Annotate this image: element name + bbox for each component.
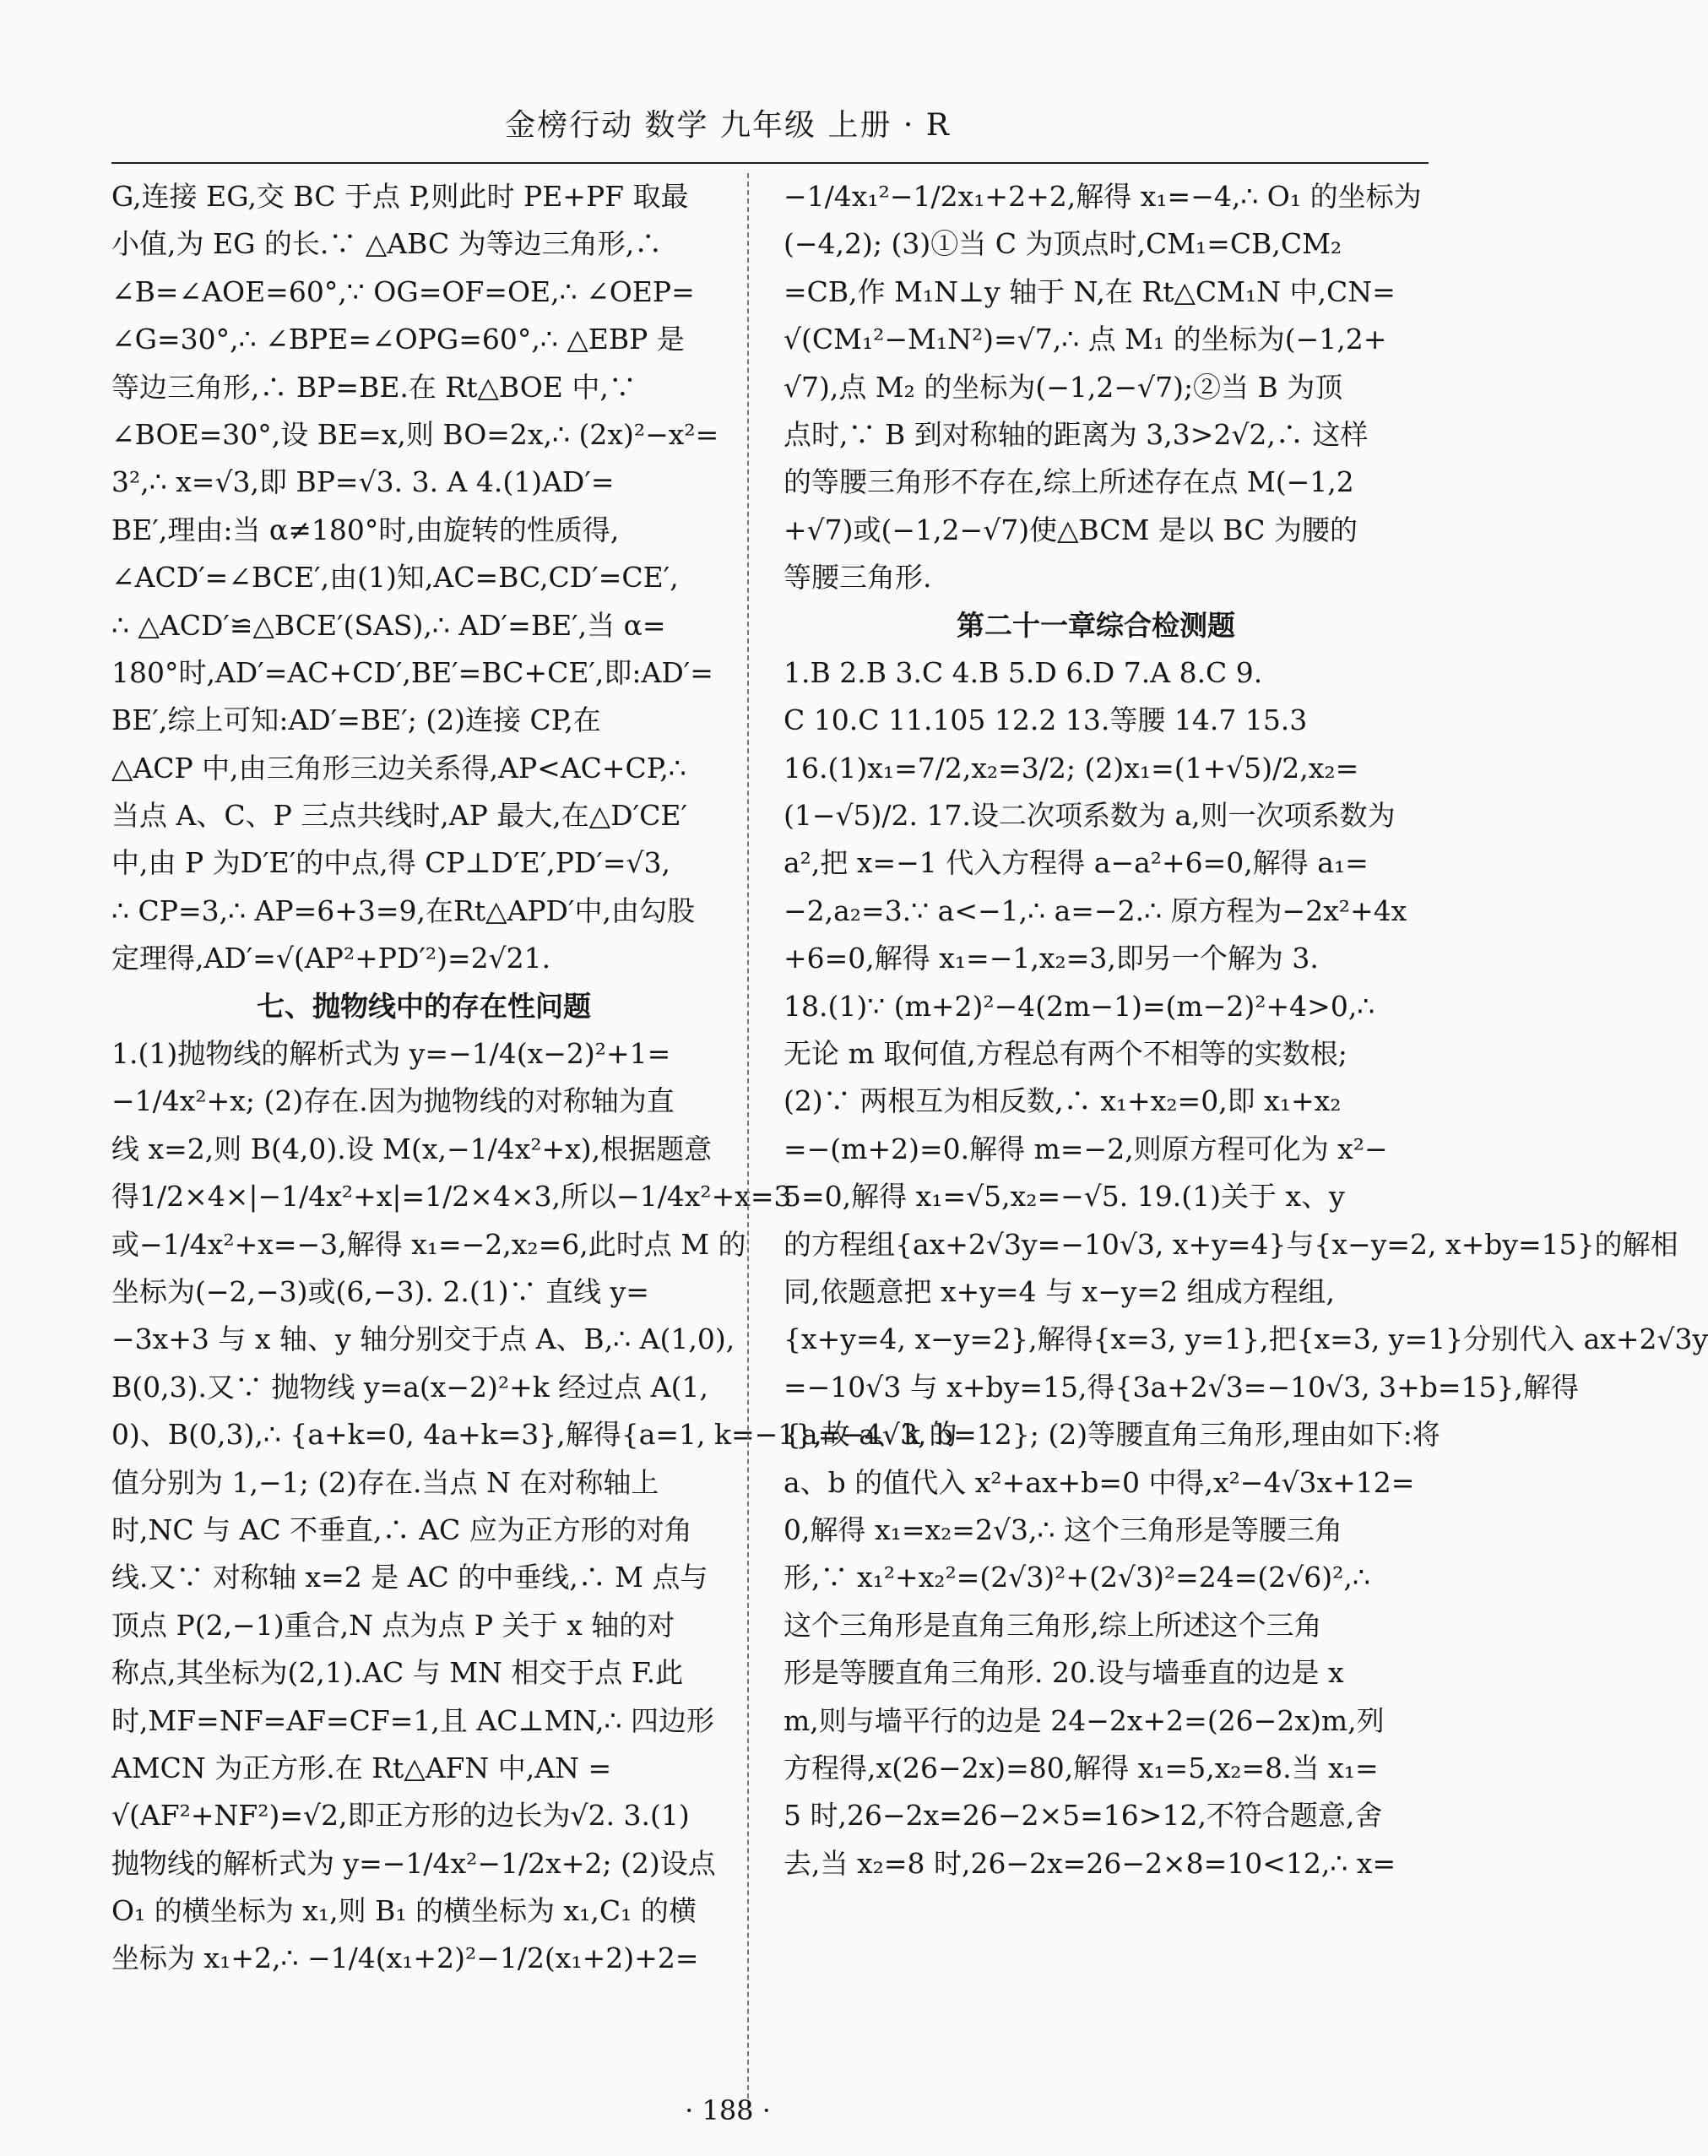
section-title: 第二十一章综合检测题: [957, 608, 1235, 642]
text-line: 或−1/4x²+x=−3,解得 x₁=−2,x₂=6,此时点 M 的: [111, 1227, 746, 1261]
text-line: √(CM₁²−M₁N²)=√7,∴ 点 M₁ 的坐标为(−1,2+: [784, 323, 1387, 356]
text-line: AMCN 为正方形.在 Rt△AFN 中,AN =: [111, 1751, 612, 1784]
text-line: ∠B=∠AOE=60°,∵ OG=OF=OE,∴ ∠OEP=: [111, 274, 695, 308]
right-column: [784, 173, 1708, 1887]
text-line: {a=−4√3, b=12}; (2)等腰直角三角形,理由如下:将: [784, 1418, 1440, 1452]
text-line: 同,依题意把 x+y=4 与 x−y=2 组成方程组,: [784, 1274, 1336, 1308]
text-line: 180°时,AD′=AC+CD′,BE′=BC+CE′,即:AD′=: [111, 655, 713, 689]
text-line: 中,由 P 为D′E′的中点,得 CP⊥D′E′,PD′=√3,: [111, 846, 671, 880]
text-line: 形是等腰直角三角形. 20.设与墙垂直的边是 x: [784, 1656, 1344, 1690]
text-line: (2)∵ 两根互为相反数,∴ x₁+x₂=0,即 x₁+x₂: [784, 1084, 1342, 1118]
text-line: O₁ 的横坐标为 x₁,则 B₁ 的横坐标为 x₁,C₁ 的横: [111, 1894, 697, 1928]
text-line: BE′,理由:当 α≠180°时,由旋转的性质得,: [111, 513, 620, 546]
text-line: 得1/2×4×|−1/4x²+x|=1/2×4×3,所以−1/4x²+x=3: [111, 1180, 792, 1214]
text-line: 形,∵ x₁²+x₂²=(2√3)²+(2√3)²=24=(2√6)²,∴: [784, 1561, 1370, 1594]
text-line: ∠G=30°,∴ ∠BPE=∠OPG=60°,∴ △EBP 是: [111, 323, 685, 356]
text-line: 定理得,AD′=√(AP²+PD′²)=2√21.: [111, 942, 551, 975]
text-line: 小值,为 EG 的长.∵ △ABC 为等边三角形,∴: [111, 227, 663, 261]
text-line: 线.又∵ 对称轴 x=2 是 AC 的中垂线,∴ M 点与: [111, 1561, 708, 1594]
text-line: −1/4x₁²−1/2x₁+2+2,解得 x₁=−4,∴ O₁ 的坐标为: [784, 180, 1422, 213]
text-line: 1.(1)抛物线的解析式为 y=−1/4(x−2)²+1=: [111, 1037, 671, 1071]
text-line: B(0,3).又∵ 抛物线 y=a(x−2)²+k 经过点 A(1,: [111, 1370, 708, 1404]
text-line: 抛物线的解析式为 y=−1/4x²−1/2x+2; (2)设点: [111, 1846, 716, 1880]
text-line: (1−√5)/2. 17.设二次项系数为 a,则一次项系数为: [784, 799, 1396, 833]
text-line: −3x+3 与 x 轴、y 轴分别交于点 A、B,∴ A(1,0),: [111, 1322, 735, 1356]
text-line: 的方程组{ax+2√3y=−10√3, x+y=4}与{x−y=2, x+by=15}的解相: [784, 1227, 1678, 1261]
text-line: 5=0,解得 x₁=√5,x₂=−√5. 19.(1)关于 x、y: [784, 1180, 1345, 1214]
column-divider: [747, 173, 749, 2107]
text-line: 当点 A、C、P 三点共线时,AP 最大,在△D′CE′: [111, 799, 687, 833]
running-header: 金榜行动 数学 九年级 上册 · R: [505, 108, 951, 143]
text-line: a²,把 x=−1 代入方程得 a−a²+6=0,解得 a₁=: [784, 846, 1369, 880]
text-line: ∠ACD′=∠BCE′,由(1)知,AC=BC,CD′=CE′,: [111, 561, 679, 595]
text-line: =CB,作 M₁N⊥y 轴于 N,在 Rt△CM₁N 中,CN=: [784, 274, 1396, 308]
text-line: =−10√3 与 x+by=15,得{3a+2√3=−10√3, 3+b=15},解得: [784, 1370, 1579, 1404]
text-line: +√7)或(−1,2−√7)使△BCM 是以 BC 为腰的: [784, 513, 1358, 546]
text-line: 等腰三角形.: [784, 561, 932, 595]
text-line: 点时,∵ B 到对称轴的距离为 3,3>2√2,∴ 这样: [784, 417, 1369, 451]
text-line: √(AF²+NF²)=√2,即正方形的边长为√2. 3.(1): [111, 1799, 690, 1833]
page-number: · 188 ·: [685, 2094, 771, 2126]
text-line: 这个三角形是直角三角形,综上所述这个三角: [784, 1608, 1322, 1642]
text-line: a、b 的值代入 x²+ax+b=0 中得,x²−4√3x+12=: [784, 1465, 1415, 1499]
text-line: 0)、B(0,3),∴ {a+k=0, 4a+k=3},解得{a=1, k=−1},故 a、k 的: [111, 1418, 957, 1452]
text-line: 16.(1)x₁=7/2,x₂=3/2; (2)x₁=(1+√5)/2,x₂=: [784, 751, 1359, 785]
text-line: −1/4x²+x; (2)存在.因为抛物线的对称轴为直: [111, 1084, 675, 1118]
text-line: −2,a₂=3.∵ a<−1,∴ a=−2.∴ 原方程为−2x²+4x: [784, 893, 1407, 927]
text-line: +6=0,解得 x₁=−1,x₂=3,即另一个解为 3.: [784, 942, 1319, 975]
text-line: m,则与墙平行的边是 24−2x+2=(26−2x)m,列: [784, 1703, 1385, 1737]
text-line: 3²,∴ x=√3,即 BP=√3. 3. A 4.(1)AD′=: [111, 465, 615, 499]
text-line: 时,MF=NF=AF=CF=1,且 AC⊥MN,∴ 四边形: [111, 1703, 715, 1737]
text-line: 的等腰三角形不存在,综上所述存在点 M(−1,2: [784, 465, 1354, 499]
text-line: 1.B 2.B 3.C 4.B 5.D 6.D 7.A 8.C 9.: [784, 655, 1263, 689]
text-line: ∠BOE=30°,设 BE=x,则 BO=2x,∴ (2x)²−x²=: [111, 417, 719, 451]
text-line: 等边三角形,∴ BP=BE.在 Rt△BOE 中,∵: [111, 370, 637, 404]
text-line: 坐标为(−2,−3)或(6,−3). 2.(1)∵ 直线 y=: [111, 1274, 649, 1308]
text-line: 值分别为 1,−1; (2)存在.当点 N 在对称轴上: [111, 1465, 659, 1499]
text-line: {x+y=4, x−y=2},解得{x=3, y=1},把{x=3, y=1}分别代入 ax+2√3y: [784, 1322, 1708, 1356]
text-line: ∴ △ACD′≌△BCE′(SAS),∴ AD′=BE′,当 α=: [111, 608, 666, 642]
text-line: G,连接 EG,交 BC 于点 P,则此时 PE+PF 取最: [111, 180, 689, 213]
text-line: 称点,其坐标为(2,1).AC 与 MN 相交于点 F.此: [111, 1656, 684, 1690]
section-title: 七、抛物线中的存在性问题: [257, 989, 591, 1023]
text-line: (−4,2); (3)①当 C 为顶点时,CM₁=CB,CM₂: [784, 227, 1342, 261]
text-line: 18.(1)∵ (m+2)²−4(2m−1)=(m−2)²+4>0,∴: [784, 989, 1375, 1023]
text-line: =−(m+2)=0.解得 m=−2,则原方程可化为 x²−: [784, 1132, 1388, 1165]
text-line: 顶点 P(2,−1)重合,N 点为点 P 关于 x 轴的对: [111, 1608, 675, 1642]
text-line: C 10.C 11.105 12.2 13.等腰 14.7 15.3: [784, 703, 1308, 737]
text-line: 无论 m 取何值,方程总有两个不相等的实数根;: [784, 1037, 1347, 1071]
text-line: 方程得,x(26−2x)=80,解得 x₁=5,x₂=8.当 x₁=: [784, 1751, 1379, 1784]
text-line: 坐标为 x₁+2,∴ −1/4(x₁+2)²−1/2(x₁+2)+2=: [111, 1941, 699, 1975]
text-line: BE′,综上可知:AD′=BE′; (2)连接 CP,在: [111, 703, 601, 737]
text-line: 5 时,26−2x=26−2×5=16>12,不符合题意,舍: [784, 1799, 1383, 1833]
text-line: 0,解得 x₁=x₂=2√3,∴ 这个三角形是等腰三角: [784, 1512, 1342, 1546]
text-line: √7),点 M₂ 的坐标为(−1,2−√7);②当 B 为顶: [784, 370, 1343, 404]
text-line: 去,当 x₂=8 时,26−2x=26−2×8=10<12,∴ x=: [784, 1846, 1396, 1880]
text-line: △ACP 中,由三角形三边关系得,AP<AC+CP,∴: [111, 751, 686, 785]
text-line: 时,NC 与 AC 不垂直,∴ AC 应为正方形的对角: [111, 1512, 692, 1546]
text-line: 线 x=2,则 B(4,0).设 M(x,−1/4x²+x),根据题意: [111, 1132, 713, 1165]
header-rule: [111, 162, 1429, 164]
text-line: ∴ CP=3,∴ AP=6+3=9,在Rt△APD′中,由勾股: [111, 893, 695, 927]
